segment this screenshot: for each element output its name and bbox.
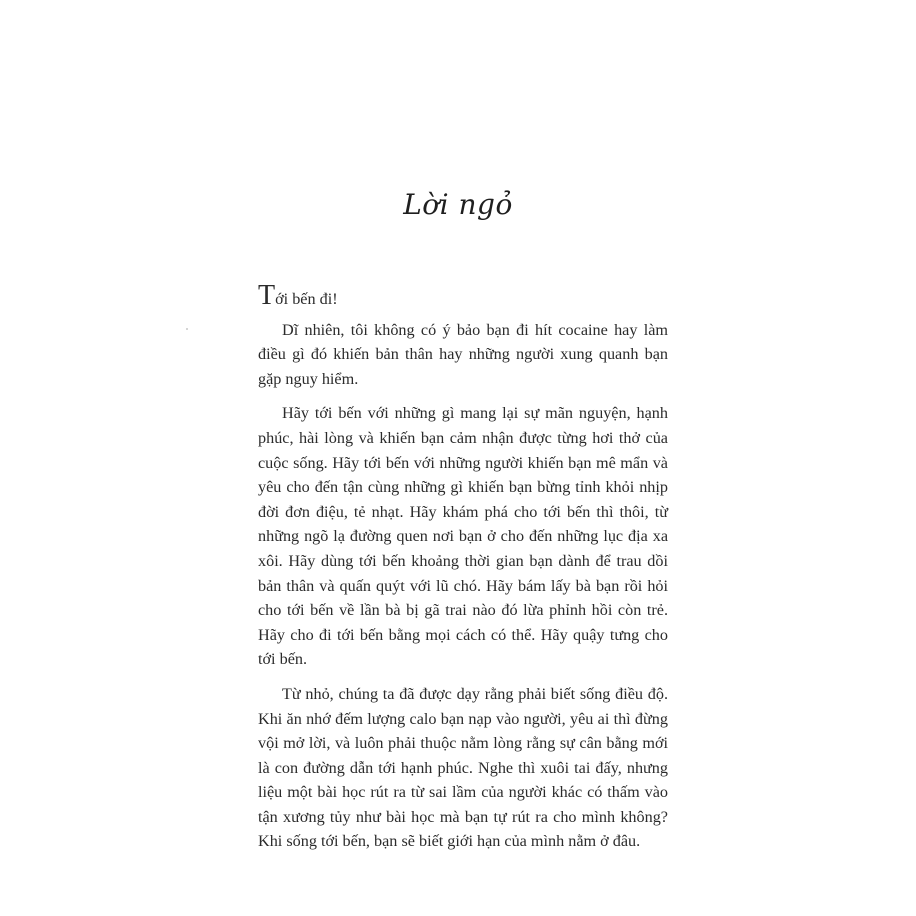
opening-line bbox=[258, 280, 668, 312]
paragraph: Dĩ nhiên, tôi không có ý bảo bạn đi hít cocaine hay làm điều gì đó khiến bản thân hay những người xung quanh bạn gặp nguy hiểm. bbox=[258, 320, 668, 388]
chapter-body bbox=[258, 280, 668, 864]
paragraph: Hãy tới bến với những gì mang lại sự mãn nguyện, hạnh phúc, hài lòng và khiến bạn cảm nhận được từng hơi thở của cuộc sống. Hãy tới bến với những người khiến bạn mê mẩn và yêu cho đến tận cùng những gì khiến bạn bừng tỉnh khỏi nhịp đời đơn điệu, tẻ nhạt. Hãy khám phá cho tới bến thì thôi, từ những ngõ lạ đường quen nơi bạn ở cho đến những lục địa xa xôi. Hãy dùng tới bến khoảng thời gian bạn dành để trau dồi bản thân và quấn quýt với lũ chó. Hãy bám lấy bà bạn rồi hỏi cho tới bến về lần bà bị gã trai nào đó lừa phỉnh hồi còn trẻ. Hãy cho đi tới bến bằng mọi cách có thể. Hãy quậy tưng cho tới bến. bbox=[258, 404, 668, 669]
chapter-title: Lời ngỏ bbox=[403, 188, 513, 221]
drop-cap-letter: T bbox=[258, 280, 276, 311]
paper-speck bbox=[186, 328, 188, 330]
opening-line-text: ới bến đi! bbox=[275, 290, 338, 308]
paragraph: Từ nhỏ, chúng ta đã được dạy rằng phải biết sống điều độ. Khi ăn nhớ đếm lượng calo bạn nạp vào người, yêu ai thì đừng vội mở lời, và luôn phải thuộc nằm lòng rằng sự cân bằng mới là con đường dẫn tới hạnh phúc. Nghe thì xuôi tai đấy, nhưng liệu một bài học rút ra từ sai lầm của người khác có thấm vào tận xương tủy như bài học mà bạn tự rút ra cho mình không? Khi sống tới bến, bạn sẽ biết giới hạn của mình nằm ở đâu. bbox=[258, 684, 668, 851]
